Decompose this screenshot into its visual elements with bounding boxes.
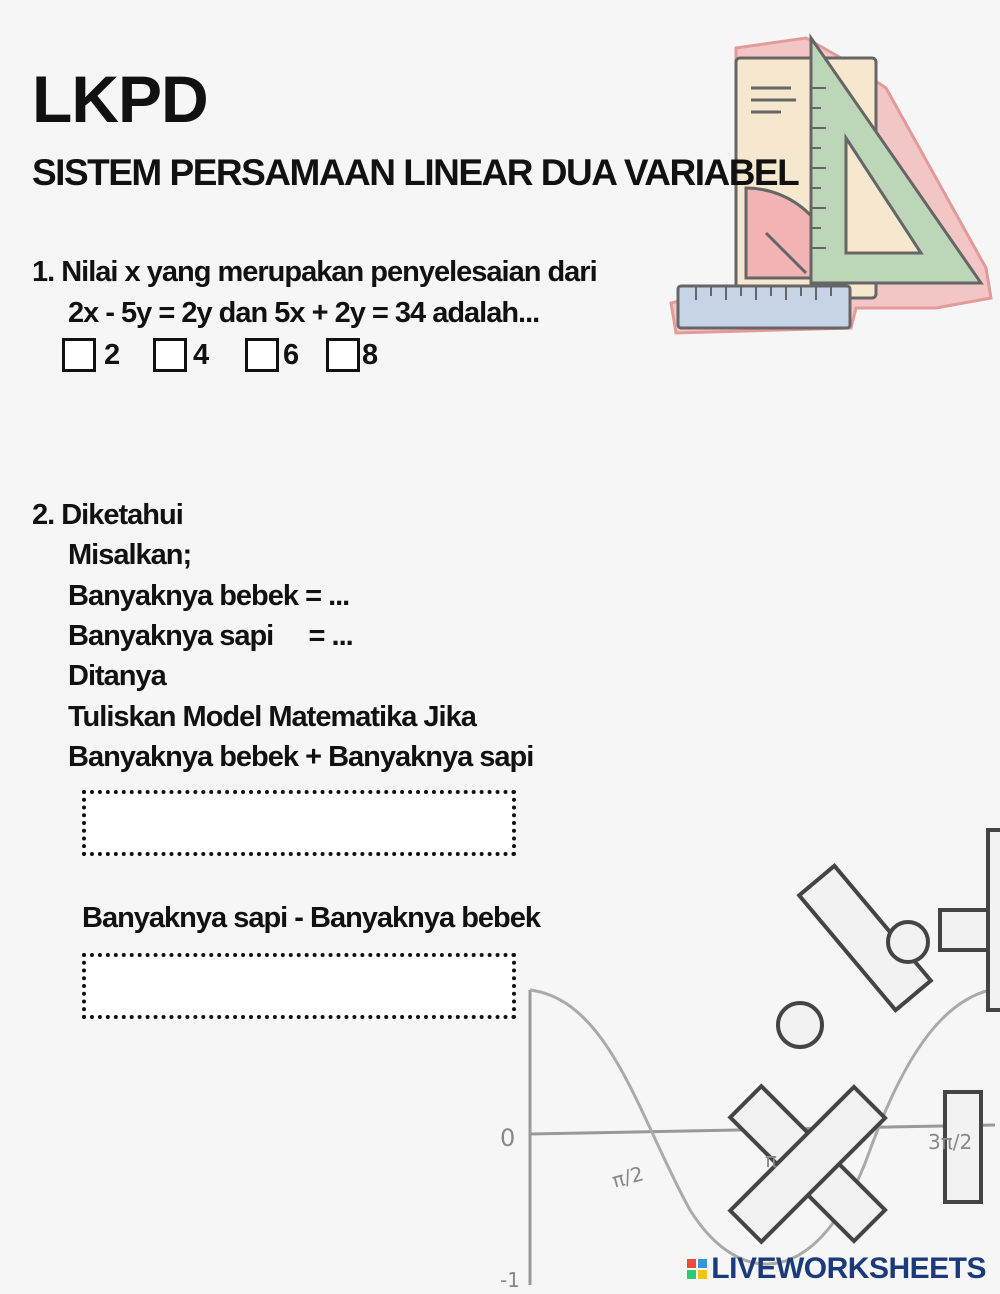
option-4-label: 4: [193, 338, 210, 371]
option-4[interactable]: [153, 338, 209, 372]
option-6-checkbox[interactable]: [245, 338, 279, 372]
graph-label-half-pi: π/2: [609, 1161, 647, 1193]
option-4-checkbox[interactable]: [153, 338, 187, 372]
option-8[interactable]: [326, 338, 378, 372]
option-6-label: 6: [283, 338, 300, 371]
question2-text-line8: Banyaknya sapi - Banyaknya bebek: [82, 902, 541, 934]
graph-label-zero: 0: [500, 1124, 516, 1152]
option-2[interactable]: [62, 338, 120, 372]
page-title: LKPD: [32, 62, 208, 136]
option-2-checkbox[interactable]: [62, 338, 96, 372]
question2-text-line4: Banyaknya sapi = ...: [68, 620, 353, 652]
answer-input-difference[interactable]: [82, 953, 516, 1019]
question2-text-line3: Banyaknya bebek = ...: [68, 580, 350, 612]
option-2-label: 2: [104, 338, 121, 371]
question2-text-line1: 2. Diketahui: [32, 499, 183, 531]
graph-label-pi: π: [765, 1148, 778, 1172]
question2-text-line6: Tuliskan Model Matematika Jika: [68, 701, 476, 733]
question1-text-line1: 1. Nilai x yang merupakan penyelesaian dari: [32, 256, 597, 288]
option-6[interactable]: [245, 338, 299, 372]
question2-text-line5: Ditanya: [68, 660, 166, 692]
graph-label-three-half-pi: 3π/2: [928, 1130, 973, 1154]
liveworksheets-logo: [687, 1254, 986, 1284]
liveworksheets-logo-icon: [687, 1259, 707, 1279]
option-8-label: 8: [362, 338, 379, 371]
liveworksheets-brand: LIVEWORKSHEETS: [711, 1252, 986, 1285]
question2-text-line7: Banyaknya bebek + Banyaknya sapi: [68, 741, 534, 773]
page-subtitle: SISTEM PERSAMAAN LINEAR DUA VARIABEL: [32, 152, 799, 193]
answer-input-sum[interactable]: [82, 790, 516, 856]
graph-label-minus-one: -1: [500, 1268, 520, 1292]
option-8-checkbox[interactable]: [326, 338, 360, 372]
math-symbols-graph-icon: [490, 820, 1000, 1294]
question1-text-line2: 2x - 5y = 2y dan 5x + 2y = 34 adalah...: [68, 297, 540, 329]
question2-text-line2: Misalkan;: [68, 539, 192, 571]
